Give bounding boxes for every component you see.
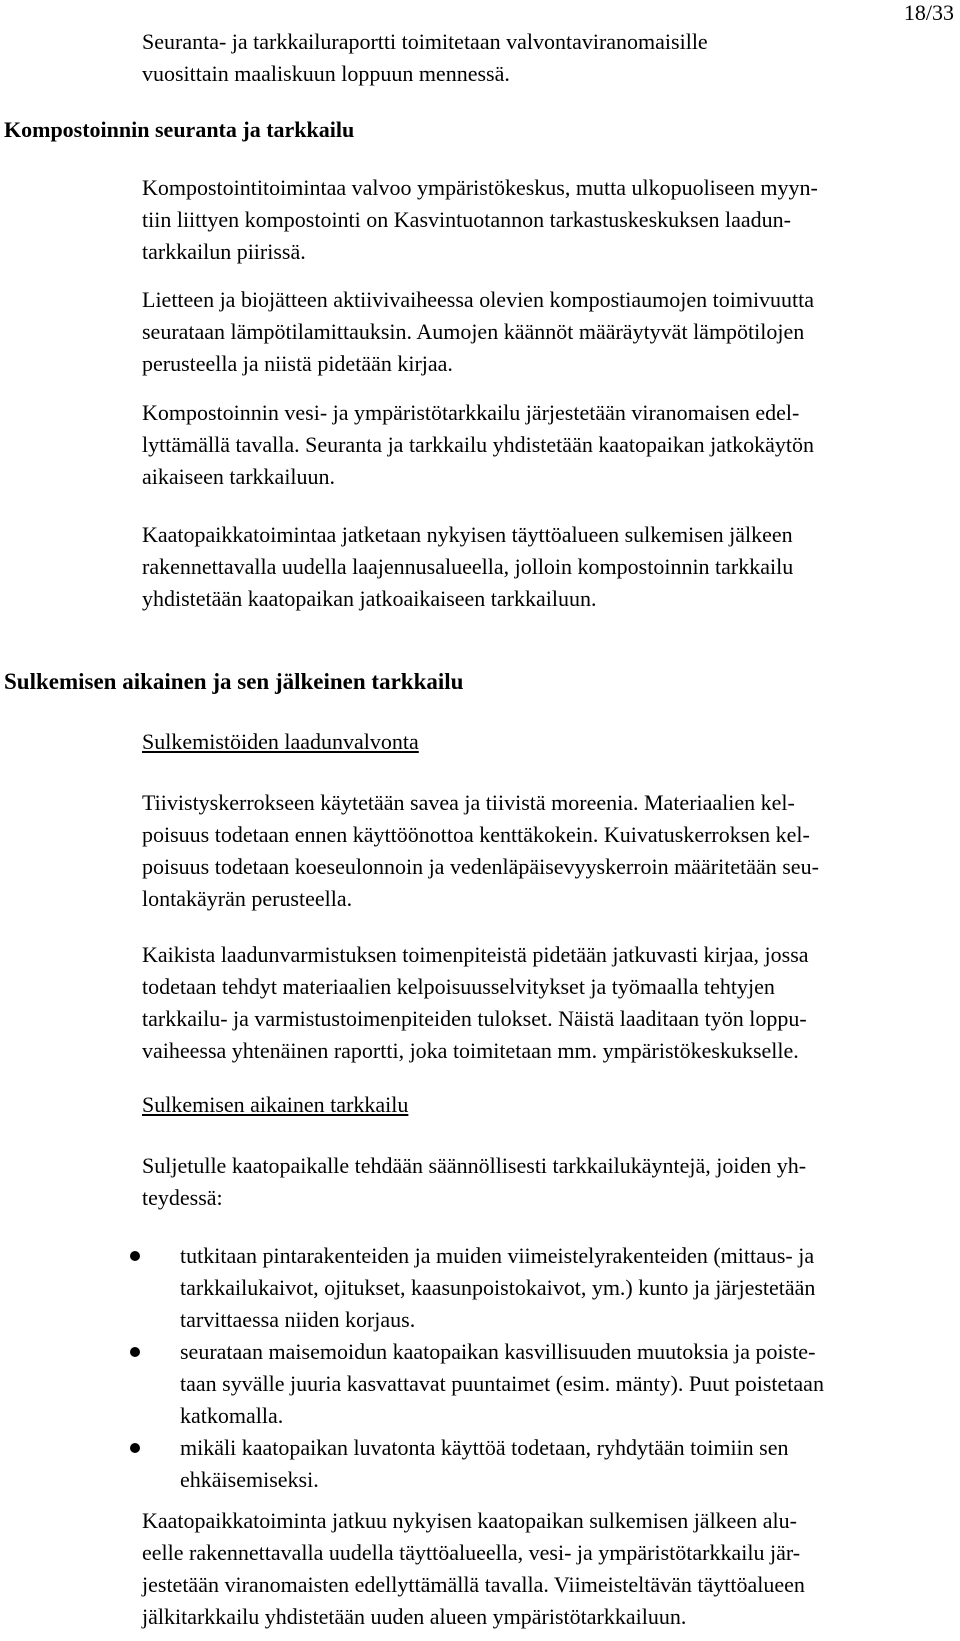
text-line: jälkitarkkailu yhdistetään uuden alueen ympäristötarkkailuun. [142,1604,687,1629]
text-line: todetaan tehdyt materiaalien kelpoisuusselvitykset ja työmaalla tehtyjen [142,974,775,999]
text-line: katkomalla. [180,1403,284,1428]
text-line: poisuus todetaan ennen käyttöönottoa kenttäkokein. Kuivatuskerroksen kel- [142,822,810,847]
text-line: vaiheessa yhtenäinen raportti, joka toimitetaan mm. ympäristökeskukselle. [142,1038,799,1063]
page-number: 18/33 [903,0,954,25]
text-line: Kaikista laadunvarmistuksen toimenpiteistä pidetään jatkuvasti kirjaa, jossa [142,942,809,967]
text-line: Seuranta- ja tarkkailuraportti toimitetaan valvontaviranomaisille [142,29,708,54]
list-item [130,1240,950,1336]
subheading-quality-control: Sulkemistöiden laadunvalvonta [142,729,419,754]
text-line: seurataan maisemoidun kaatopaikan kasvillisuuden muutoksia ja poiste- [180,1339,816,1364]
closure-paragraph-2 [142,939,942,1067]
bullet-dot-icon [130,1443,140,1453]
list-item [130,1432,950,1496]
text-line: tarkkailukaivot, ojitukset, kaasunpoistokaivot, ym.) kunto ja järjestetään [180,1275,816,1300]
text-line: Kaatopaikkatoiminta jatkuu nykyisen kaatopaikan sulkemisen jälkeen alu- [142,1508,797,1533]
bullet-dot-icon [130,1347,140,1357]
text-line: taan syvälle juuria kasvattavat puuntaimet (esim. mänty). Puut poistetaan [180,1371,824,1396]
text-line: Kaatopaikkatoimintaa jatketaan nykyisen täyttöalueen sulkemisen jälkeen [142,522,793,547]
composting-paragraph-4 [142,519,942,615]
text-line: perusteella ja niistä pidetään kirjaa. [142,351,453,376]
monitoring-bullet-list [130,1240,950,1496]
text-line: tutkitaan pintarakenteiden ja muiden viimeistelyrakenteiden (mittaus- ja [180,1243,815,1268]
text-line: yhdistetään kaatopaikan jatkoaikaiseen tarkkailuun. [142,586,597,611]
text-line: seurataan lämpötilamittauksin. Aumojen käännöt määräytyvät lämpötilojen [142,319,805,344]
text-line: Suljetulle kaatopaikalle tehdään säännöllisesti tarkkailukäyntejä, joiden yh- [142,1153,807,1178]
text-line: ehkäisemiseksi. [180,1467,319,1492]
section-heading-closure: Sulkemisen aikainen ja sen jälkeinen tarkkailu [4,669,464,694]
bullet-dot-icon [130,1251,140,1261]
text-line: Kompostointitoimintaa valvoo ympäristökeskus, mutta ulkopuoliseen myyn- [142,175,818,200]
text-line: rakennettavalla uudella laajennusalueella, jolloin kompostoinnin tarkkailu [142,554,794,579]
composting-paragraph-2 [142,284,942,380]
intro-paragraph [142,26,942,90]
text-line: lyttämällä tavalla. Seuranta ja tarkkailu yhdistetään kaatopaikan jatkokäytön [142,432,814,457]
section-heading-composting: Kompostoinnin seuranta ja tarkkailu [4,117,355,142]
text-line: tarkkailu- ja varmistustoimenpiteiden tulokset. Näistä laaditaan työn loppu- [142,1006,807,1031]
text-line: Lietteen ja biojätteen aktiivivaiheessa olevien kompostiaumojen toimivuutta [142,287,815,312]
text-line: lontakäyrän perusteella. [142,886,353,911]
text-line: jestetään viranomaisten edellyttämällä tavalla. Viimeisteltävän täyttöalueen [142,1572,805,1597]
text-line: tarkkailun piirissä. [142,239,306,264]
closure-paragraph-1 [142,787,942,915]
closure-paragraph-4 [142,1505,942,1633]
text-line: tiin liittyen kompostointi on Kasvintuotannon tarkastuskeskuksen laadun- [142,207,791,232]
text-line: poisuus todetaan koeseulonnoin ja vedenläpäisevyyskerroin määritetään seu- [142,854,819,879]
text-line: aikaiseen tarkkailuun. [142,464,336,489]
text-line: teydessä: [142,1185,223,1210]
text-line: eelle rakennettavalla uudella täyttöalueella, vesi- ja ympäristötarkkailu jär- [142,1540,801,1565]
composting-paragraph-1 [142,172,942,268]
subheading-closure-monitoring: Sulkemisen aikainen tarkkailu [142,1092,409,1117]
composting-paragraph-3 [142,397,942,493]
closure-paragraph-3 [142,1150,942,1214]
text-line: tarvittaessa niiden korjaus. [180,1307,416,1332]
list-item [130,1336,950,1432]
text-line: vuosittain maaliskuun loppuun mennessä. [142,61,510,86]
text-line: mikäli kaatopaikan luvatonta käyttöä todetaan, ryhdytään toimiin sen [180,1435,789,1460]
text-line: Kompostoinnin vesi- ja ympäristötarkkailu järjestetään viranomaisen edel- [142,400,800,425]
text-line: Tiivistyskerrokseen käytetään savea ja tiivistä moreenia. Materiaalien kel- [142,790,795,815]
